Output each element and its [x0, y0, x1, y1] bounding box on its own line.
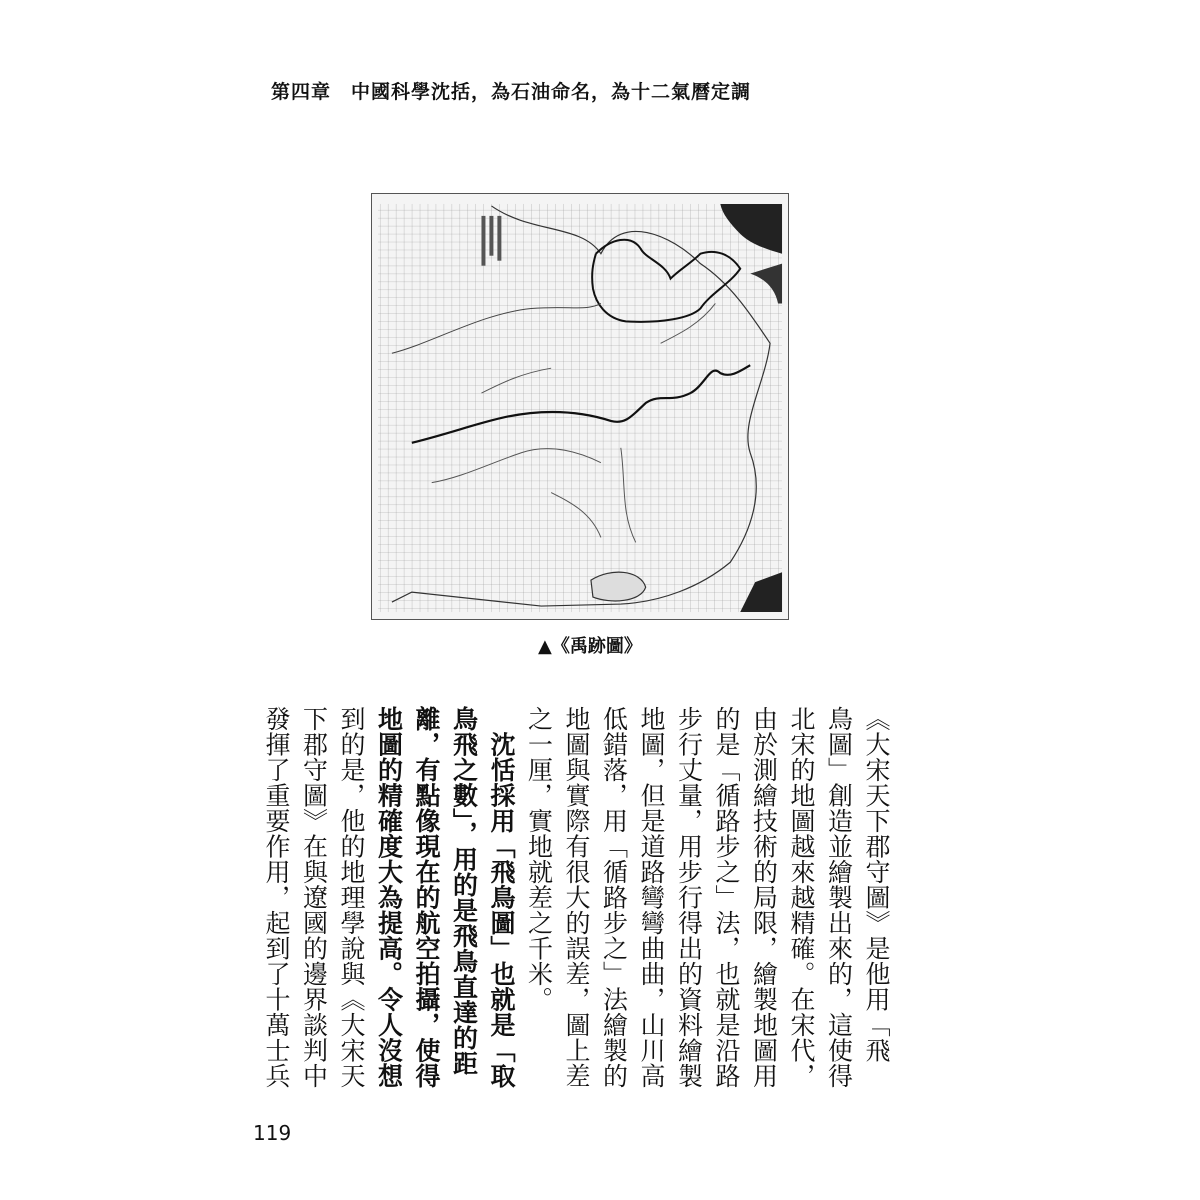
text-column: 之一厘，實地就差之千米。: [524, 706, 554, 1012]
text-column: 鳥圖」創造並繪製出來的，這使得: [824, 706, 854, 1089]
text-column: 地圖與實際有很大的誤差，圖上差: [562, 706, 591, 1089]
chapter-label: 第四章: [271, 81, 332, 103]
text-column: 由於測繪技術的局限，繪製地圖用: [749, 706, 779, 1089]
text-column-bold: 鳥飛之數」，用的是飛鳥直達的距: [449, 706, 479, 1076]
text-column: 發揮了重要作用，起到了十萬士兵: [262, 706, 291, 1089]
vertical-text-body: [253, 706, 893, 1089]
text-column: 低錯落，用「循路步之」法繪製的: [599, 706, 629, 1089]
text-column: 到的是，他的地理學說與《大宋天: [337, 706, 366, 1089]
running-header: [271, 77, 751, 103]
chapter-title: 中國科學沈括，為石油命名，為十二氣曆定調: [351, 81, 752, 103]
text-column-bold: 離，有點像現在的航空拍攝，使得: [412, 706, 441, 1089]
text-column: 北宋的地圖越來越精確。在宋代，: [787, 706, 816, 1089]
figure-caption: ▲《禹跡圖》: [538, 636, 642, 657]
map-figure: [371, 193, 789, 620]
text-column: 地圖，但是道路彎彎曲曲，山川高: [637, 706, 666, 1089]
text-column-bold: 沈恬採用「飛鳥圖」也就是「取: [487, 706, 516, 1089]
text-column: 步行丈量，用步行得出的資料繪製: [674, 706, 704, 1089]
text-column: 的是「循路步之」法，也就是沿路: [712, 706, 741, 1089]
text-column: 《大宋天下郡守圖》是他用「飛: [862, 706, 891, 1063]
text-column-bold: 地圖的精確度大為提高。令人沒想: [374, 706, 404, 1089]
page-number: 119: [253, 1121, 292, 1145]
yu-ji-tu-map-image: [372, 194, 788, 619]
text-column: 下郡守圖》在與遼國的邊界談判中: [299, 706, 329, 1089]
